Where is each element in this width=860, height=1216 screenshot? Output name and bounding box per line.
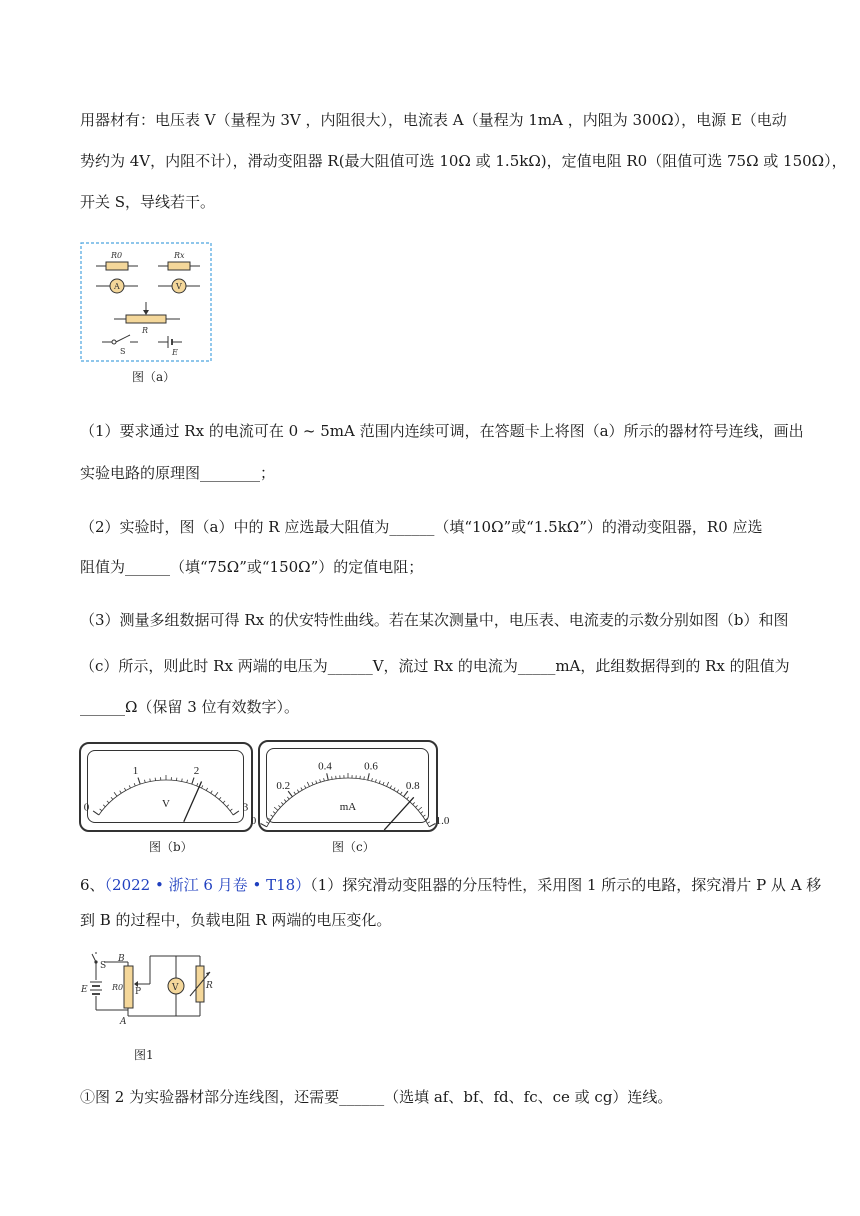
q1-line-1: （1）要求通过 Rx 的电流可在 0 ~ 5mA 范围内连续可调，在答题卡上将图（a）所示的器材符号连线，画出	[80, 422, 804, 440]
dial-tick	[387, 782, 389, 787]
dial-unit-label: V	[162, 798, 170, 810]
dial-tick	[307, 782, 309, 787]
dial-tick-label: 1	[132, 764, 139, 777]
dial-tick	[418, 807, 422, 810]
dial-tick	[197, 783, 198, 786]
dial-tick	[383, 782, 384, 785]
fig1-r0-label: R0	[112, 983, 124, 992]
dial-tick	[332, 776, 333, 779]
dial-tick	[427, 822, 430, 824]
dial-tick	[211, 791, 213, 794]
dial-unit-label: mA	[339, 801, 357, 813]
dial-tick-label: 1.0	[435, 814, 450, 827]
dial-tick	[400, 792, 402, 794]
q2-line-1: （2）实验时，图（a）中的 R 应选最大阻值为______（填“10Ω”或“1.5kΩ”）的滑动变阻器，R0 应选	[80, 518, 763, 536]
fig1-voltmeter-label: V	[172, 983, 179, 993]
dial-tick	[144, 780, 145, 783]
q3-line-2: （c）所示，则此时 Rx 两端的电压为______V，流过 Rx 的电流为_____mA，此组数据得到的 Rx 的阻值为	[80, 657, 790, 675]
dial-tick	[287, 797, 289, 799]
fig-a-r0-label: R0	[111, 251, 123, 260]
dial-tick	[404, 791, 408, 797]
q2-line-2: 阻值为______（填“75Ω”或“150Ω”）的定值电阻；	[80, 558, 424, 576]
dial-tick	[206, 788, 207, 791]
dial-tick	[261, 824, 267, 827]
dial-tick	[271, 815, 273, 817]
dial-tick	[227, 805, 229, 807]
dial-tick	[274, 807, 278, 810]
dial-tick	[138, 778, 140, 785]
voltmeter-dial	[81, 744, 251, 830]
dial-tick	[215, 792, 218, 796]
fig1-a-label: A	[120, 1017, 127, 1027]
dial-needle	[384, 797, 414, 830]
dial-tick	[124, 788, 125, 791]
fig1-source-label: E	[81, 985, 88, 995]
fig-a-rx-label: Rx	[174, 251, 185, 260]
figure-b-caption: 图（b）	[149, 840, 193, 854]
q6-source-link[interactable]: （2022 • 浙江 6 月卷 • T18）	[104, 876, 311, 894]
q6-line-2: 到 B 的过程中，负载电阻 R 两端的电压变化。	[80, 911, 392, 929]
figure-a-caption: 图（a）	[132, 370, 176, 384]
dial-tick	[93, 811, 99, 815]
dial-tick	[192, 778, 194, 785]
dial-tick	[107, 801, 109, 803]
dial-tick	[397, 790, 399, 793]
dial-tick	[407, 797, 409, 799]
q3-line-3: ______Ω（保留 3 位有效数字）。	[80, 698, 300, 716]
dial-tick	[364, 776, 365, 779]
dial-tick	[230, 809, 232, 811]
figure-1	[80, 950, 220, 1045]
equipment-line-3: 开关 S，导线若干。	[80, 193, 216, 211]
fig1-p-label: P	[135, 987, 142, 997]
q6-line-1: 6、（2022 • 浙江 6 月卷 • T18）（1）探究滑动变阻器的分压特性，采用图 1 所示的电路，探究滑片 P 从 A 移	[80, 876, 822, 894]
q6-sub-1: ①图 2 为实验器材部分连线图，还需要______（选填 af、bf、fd、fc、ce 或 cg）连线。	[80, 1088, 673, 1106]
figure-a-diagram	[80, 242, 212, 362]
dial-tick-label: 0	[250, 814, 257, 827]
fig1-load-label: R	[206, 981, 213, 991]
fig1-switch-label: S	[100, 961, 107, 971]
dial-tick	[114, 792, 117, 796]
equipment-line-2: 势约为 4V，内阻不计），滑动变阻器 R(最大阻值可选 10Ω 或 1.5kΩ)，定值电阻 R0（阻值可选 75Ω 或 150Ω），	[80, 152, 847, 170]
q3-line-1: （3）测量多组数据可得 Rx 的伏安特性曲线。若在某次测量中，电压表、电流麦的示数分别如图（b）和图	[80, 611, 789, 629]
dial-tick	[423, 815, 425, 817]
dial-tick	[301, 788, 302, 791]
dial-tick	[150, 779, 151, 782]
figure-1-caption: 图1	[134, 1048, 154, 1062]
fig-a-rheostat-label: R	[142, 326, 149, 335]
figure-c-milliammeter	[250, 740, 450, 832]
dial-tick	[425, 818, 428, 820]
dial-tick	[103, 805, 105, 807]
dial-tick	[390, 786, 391, 789]
fig1-b-label: B	[118, 954, 125, 964]
dial-tick	[120, 791, 122, 794]
dial-tick	[297, 790, 299, 793]
figure-b-voltmeter	[79, 742, 253, 832]
dial-tick	[219, 797, 221, 799]
dial-tick-label: 0.8	[405, 779, 420, 792]
dial-tick	[233, 811, 239, 815]
dial-tick	[421, 812, 423, 814]
dial-tick-label: 0	[83, 801, 90, 814]
figure-1-circuit	[80, 950, 220, 1045]
dial-tick	[273, 812, 275, 814]
dial-tick-label: 2	[193, 764, 200, 777]
fig-a-voltmeter-label: V	[176, 282, 182, 291]
dial-tick	[368, 773, 370, 780]
dial-tick	[294, 792, 296, 794]
dial-needle	[184, 782, 202, 822]
dial-tick-label: 0.2	[276, 779, 291, 792]
dial-tick-label: 0.6	[364, 760, 378, 773]
dial-tick	[288, 791, 292, 797]
dial-tick	[223, 801, 225, 803]
dial-tick	[304, 786, 305, 789]
dial-tick	[327, 773, 329, 780]
milliammeter-dial	[250, 742, 450, 830]
fig-a-source-label: E	[172, 348, 178, 357]
dial-tick	[187, 780, 188, 783]
dial-tick	[268, 818, 271, 820]
dial-tick	[134, 783, 135, 786]
dial-tick	[202, 785, 203, 788]
figure-c-caption: 图（c）	[332, 840, 375, 854]
q1-line-2: 实验电路的原理图________；	[80, 464, 276, 482]
figure-a	[80, 242, 212, 362]
dial-tick	[429, 824, 435, 827]
dial-tick	[394, 788, 395, 791]
dial-tick-label: 0.4	[318, 760, 332, 773]
dial-tick	[111, 797, 113, 799]
dial-tick	[312, 782, 313, 785]
fig-a-switch-label: S	[120, 347, 126, 356]
equipment-line-1: 用器材有：电压表 V（量程为 3V ，内阻很大），电流表 A（量程为 1mA ，内阻为 300Ω），电源 E（电动	[80, 111, 787, 129]
fig-a-ammeter-label: A	[114, 282, 120, 291]
dial-tick	[100, 809, 102, 811]
dial-tick	[266, 822, 269, 824]
dial-tick	[129, 785, 130, 788]
dial-tick-label: 3	[242, 801, 249, 814]
dial-tick	[182, 779, 183, 782]
